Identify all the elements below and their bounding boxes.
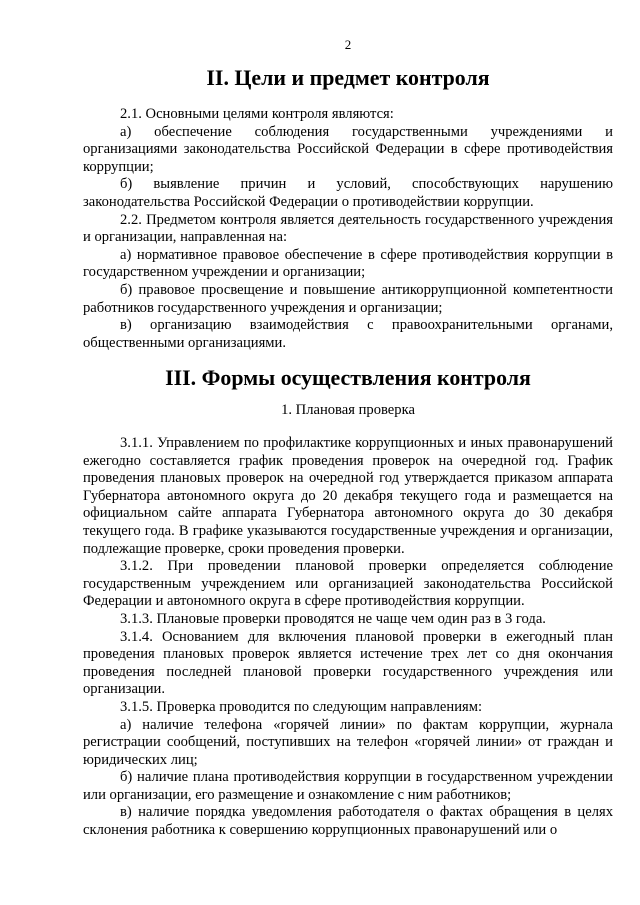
paragraph-2-2-a: а) нормативное правовое обеспечение в сфере противодействия коррупции в государственном учреждении и организации; (83, 246, 613, 281)
section-3-title: III. Формы осуществления контроля (165, 365, 531, 390)
paragraph-3-1-4: 3.1.4. Основанием для включения плановой проверки в ежегодный план проведения плановых проверок является истечение трех лет со дня окончания проведения последней плановой проверки государственного учреждения или организации. (83, 628, 613, 698)
paragraph-2-2-b: б) правовое просвещение и повышение антикоррупционной компетентности работников государственного учреждения и организации; (83, 281, 613, 316)
page-number: 2 (344, 37, 352, 52)
paragraph-3-1-5-a: а) наличие телефона «горячей линии» по фактам коррупции, журнала регистрации сообщений, поступивших на телефон «горячей линии» от граждан и юридических лиц; (83, 716, 613, 768)
paragraph-2-2: 2.2. Предметом контроля является деятельность государственного учреждения и организации, направленная на: (83, 211, 613, 246)
section-2-body (83, 106, 613, 352)
paragraph-3-1-2: 3.1.2. При проведении плановой проверки определяется соблюдение государственным учреждением или организацией законодательства Российской Федерации и автономного округа в сфере противодействия коррупции. (83, 558, 613, 610)
paragraph-2-2-v: в) организацию взаимодействия с правоохранительными органами, общественными организациями. (83, 317, 613, 351)
paragraph-3-1-5-v: в) наличие порядка уведомления работодателя о фактах обращения в целях склонения работника к совершению коррупционных правонарушений или о (83, 804, 613, 839)
paragraph-3-1-3: 3.1.3. Плановые проверки проводятся не чаще чем один раз в 3 года. (120, 610, 546, 627)
paragraph-2-1: 2.1. Основными целями контроля являются: (120, 106, 394, 122)
section-3-body (83, 435, 613, 840)
paragraph-3-1-1: 3.1.1. Управлением по профилактике коррупционных и иных правонарушений ежегодно составляется график проведения проверок на очередной год. График проведения плановых проверок на очередной год утверждается приказом аппарата Губернатора автономного округа до 20 декабря текущего года и размещается на официальном сайте аппарата Губернатора автономного округа до 30 декабря текущего года. В графике указываются государственные учреждения и организации, подлежащие проверке, сроки проведения проверки. (83, 435, 613, 557)
section-2-title: II. Цели и предмет контроля (206, 65, 490, 90)
paragraph-2-1-b: б) выявление причин и условий, способствующих нарушению законодательства Российской Федерации о противодействии коррупции. (83, 176, 613, 210)
section-3-subtitle: 1. Плановая проверка (281, 402, 415, 418)
paragraph-2-1-a: а) обеспечение соблюдения государственными учреждениями и организациями законодательства Российской Федерации в сфере противодействия коррупции; (83, 123, 613, 175)
paragraph-3-1-5-b: б) наличие плана противодействия коррупции в государственном учреждении или организации, его размещение и ознакомление с ним работников; (83, 769, 613, 803)
paragraph-3-1-5: 3.1.5. Проверка проводится по следующим направлениям: (120, 698, 483, 715)
